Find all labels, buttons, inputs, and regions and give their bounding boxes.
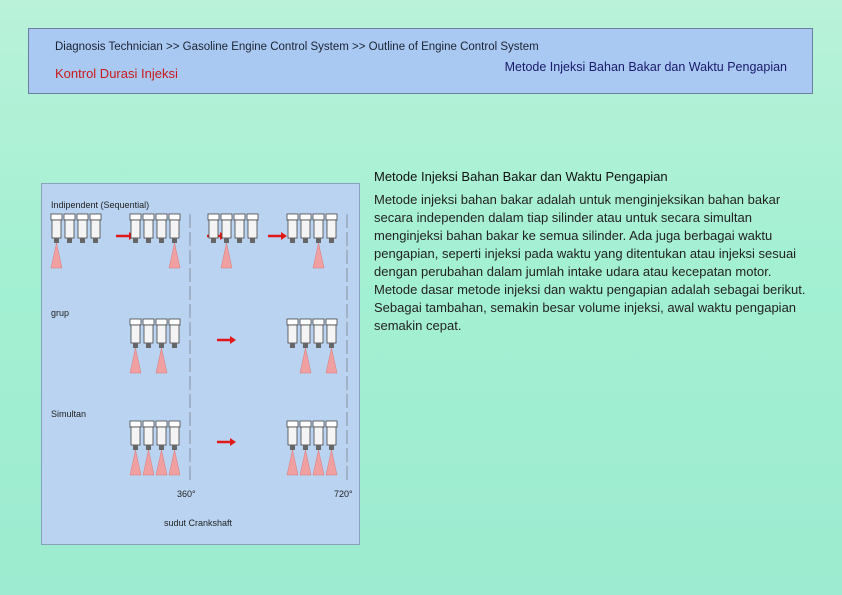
injection-diagram: [42, 184, 359, 544]
injector-icon: [93, 238, 98, 243]
content-body: Metode injeksi bahan bakar adalah untuk menginjeksikan bahan bakar secara independen dalam tiap silinder atau untuk secara simultan menginjeksi bahan bakar ke semua silinder. Ada juga berbagai waktu pengapian, seperti injeksi pada waktu yang ditentukan atau injeksi sesuai dengan perubahan dalam jumlah intake udara atau kecepatan motor. Metode dasar metode injeksi dan waktu pengapian adalah sebagai berikut. Sebagai tambahan, semakin besar volume injeksi, awal waktu pengapian semakin cepat.: [374, 192, 806, 333]
fuel-spray-icon: [300, 450, 311, 475]
injector-icon: [326, 319, 337, 325]
injector-icon: [300, 319, 311, 325]
injector-icon: [314, 427, 323, 445]
injector-icon: [303, 445, 308, 450]
injector-icon: [313, 421, 324, 427]
injector-icon: [235, 220, 244, 238]
injector-icon: [131, 325, 140, 343]
injector-icon: [316, 445, 321, 450]
injector-icon: [156, 214, 167, 220]
injector-icon: [250, 238, 255, 243]
injector-icon: [301, 325, 310, 343]
injector-icon: [159, 445, 164, 450]
injector-icon: [290, 343, 295, 348]
injector-icon: [52, 220, 61, 238]
injector-icon: [146, 445, 151, 450]
injector-icon: [314, 220, 323, 238]
injector-icon: [130, 214, 141, 220]
fuel-spray-icon: [143, 450, 154, 475]
section-title: Kontrol Durasi Injeksi: [55, 66, 178, 81]
injector-icon: [288, 427, 297, 445]
fuel-spray-icon: [51, 243, 62, 268]
injector-icon: [327, 220, 336, 238]
injector-icon: [300, 421, 311, 427]
injector-icon: [170, 427, 179, 445]
injector-icon: [170, 325, 179, 343]
injector-icon: [146, 343, 151, 348]
injector-icon: [131, 427, 140, 445]
injector-icon: [91, 220, 100, 238]
tick-360: 360°: [177, 489, 196, 499]
injector-icon: [316, 238, 321, 243]
label-group: grup: [51, 308, 70, 318]
label-sequential: Indipendent (Sequential): [51, 200, 150, 210]
injector-icon: [170, 220, 179, 238]
injector-icon: [234, 214, 245, 220]
injector-icon: [301, 220, 310, 238]
injector-icon: [51, 214, 62, 220]
injector-icon: [290, 445, 295, 450]
fuel-spray-icon: [169, 450, 180, 475]
injector-icon: [221, 214, 232, 220]
injector-icon: [157, 325, 166, 343]
injector-icon: [287, 214, 298, 220]
fuel-spray-icon: [326, 450, 337, 475]
injector-icon: [143, 319, 154, 325]
fuel-spray-icon: [313, 450, 324, 475]
injector-icon: [143, 214, 154, 220]
injector-icon: [327, 325, 336, 343]
topic-title: Metode Injeksi Bahan Bakar dan Waktu Pengapian: [504, 60, 787, 74]
injector-icon: [327, 427, 336, 445]
arrow-right-icon: [230, 336, 236, 344]
injector-icon: [313, 214, 324, 220]
injector-icon: [329, 238, 334, 243]
injector-icon: [133, 343, 138, 348]
injector-icon: [288, 325, 297, 343]
fuel-spray-icon: [300, 348, 311, 373]
tick-720: 720°: [334, 489, 353, 499]
injector-icon: [65, 220, 74, 238]
injector-icon: [248, 220, 257, 238]
injector-icon: [326, 421, 337, 427]
injector-icon: [67, 238, 72, 243]
injector-icon: [222, 220, 231, 238]
injector-icon: [287, 421, 298, 427]
injector-icon: [224, 238, 229, 243]
injector-icon: [172, 343, 177, 348]
injector-icon: [211, 238, 216, 243]
injector-icon: [156, 421, 167, 427]
fuel-spray-icon: [156, 450, 167, 475]
injector-icon: [300, 214, 311, 220]
header-banner: [28, 28, 813, 94]
injector-icon: [172, 238, 177, 243]
injector-icon: [303, 238, 308, 243]
injector-icon: [144, 220, 153, 238]
injector-icon: [301, 427, 310, 445]
injector-icon: [78, 220, 87, 238]
injector-icon: [143, 421, 154, 427]
injector-icon: [131, 220, 140, 238]
injector-icon: [156, 319, 167, 325]
injector-icon: [247, 214, 258, 220]
injector-icon: [208, 214, 219, 220]
injector-icon: [90, 214, 101, 220]
injector-icon: [77, 214, 88, 220]
injector-icon: [329, 343, 334, 348]
injector-icon: [159, 343, 164, 348]
injector-icon: [133, 238, 138, 243]
injector-icon: [159, 238, 164, 243]
fuel-spray-icon: [326, 348, 337, 373]
fuel-spray-icon: [313, 243, 324, 268]
fuel-spray-icon: [130, 348, 141, 373]
injector-icon: [326, 214, 337, 220]
fuel-spray-icon: [169, 243, 180, 268]
injector-icon: [133, 445, 138, 450]
injector-icon: [288, 220, 297, 238]
breadcrumb: Diagnosis Technician >> Gasoline Engine Control System >> Outline of Engine Control System: [55, 41, 539, 53]
injector-icon: [157, 220, 166, 238]
injector-icon: [54, 238, 59, 243]
fuel-spray-icon: [130, 450, 141, 475]
injector-icon: [316, 343, 321, 348]
injector-icon: [287, 319, 298, 325]
injector-icon: [169, 421, 180, 427]
injector-icon: [209, 220, 218, 238]
injector-icon: [130, 421, 141, 427]
injector-icon: [146, 238, 151, 243]
injector-icon: [169, 214, 180, 220]
injector-icon: [314, 325, 323, 343]
fuel-spray-icon: [221, 243, 232, 268]
injector-icon: [80, 238, 85, 243]
injection-timing-figure: [41, 183, 360, 545]
injector-icon: [130, 319, 141, 325]
injector-icon: [237, 238, 242, 243]
label-simultaneous: Simultan: [51, 409, 87, 419]
injector-icon: [64, 214, 75, 220]
injector-icon: [144, 427, 153, 445]
fuel-spray-icon: [156, 348, 167, 373]
content-title: Metode Injeksi Bahan Bakar dan Waktu Pengapian: [374, 169, 668, 184]
arrow-right-icon: [230, 438, 236, 446]
injector-icon: [329, 445, 334, 450]
arrow-right-icon: [281, 232, 287, 240]
injector-icon: [157, 427, 166, 445]
injector-icon: [303, 343, 308, 348]
injector-icon: [144, 325, 153, 343]
axis-label: sudut Crankshaft: [164, 518, 233, 528]
injector-icon: [169, 319, 180, 325]
fuel-spray-icon: [287, 450, 298, 475]
injector-icon: [172, 445, 177, 450]
injector-icon: [290, 238, 295, 243]
injector-icon: [313, 319, 324, 325]
